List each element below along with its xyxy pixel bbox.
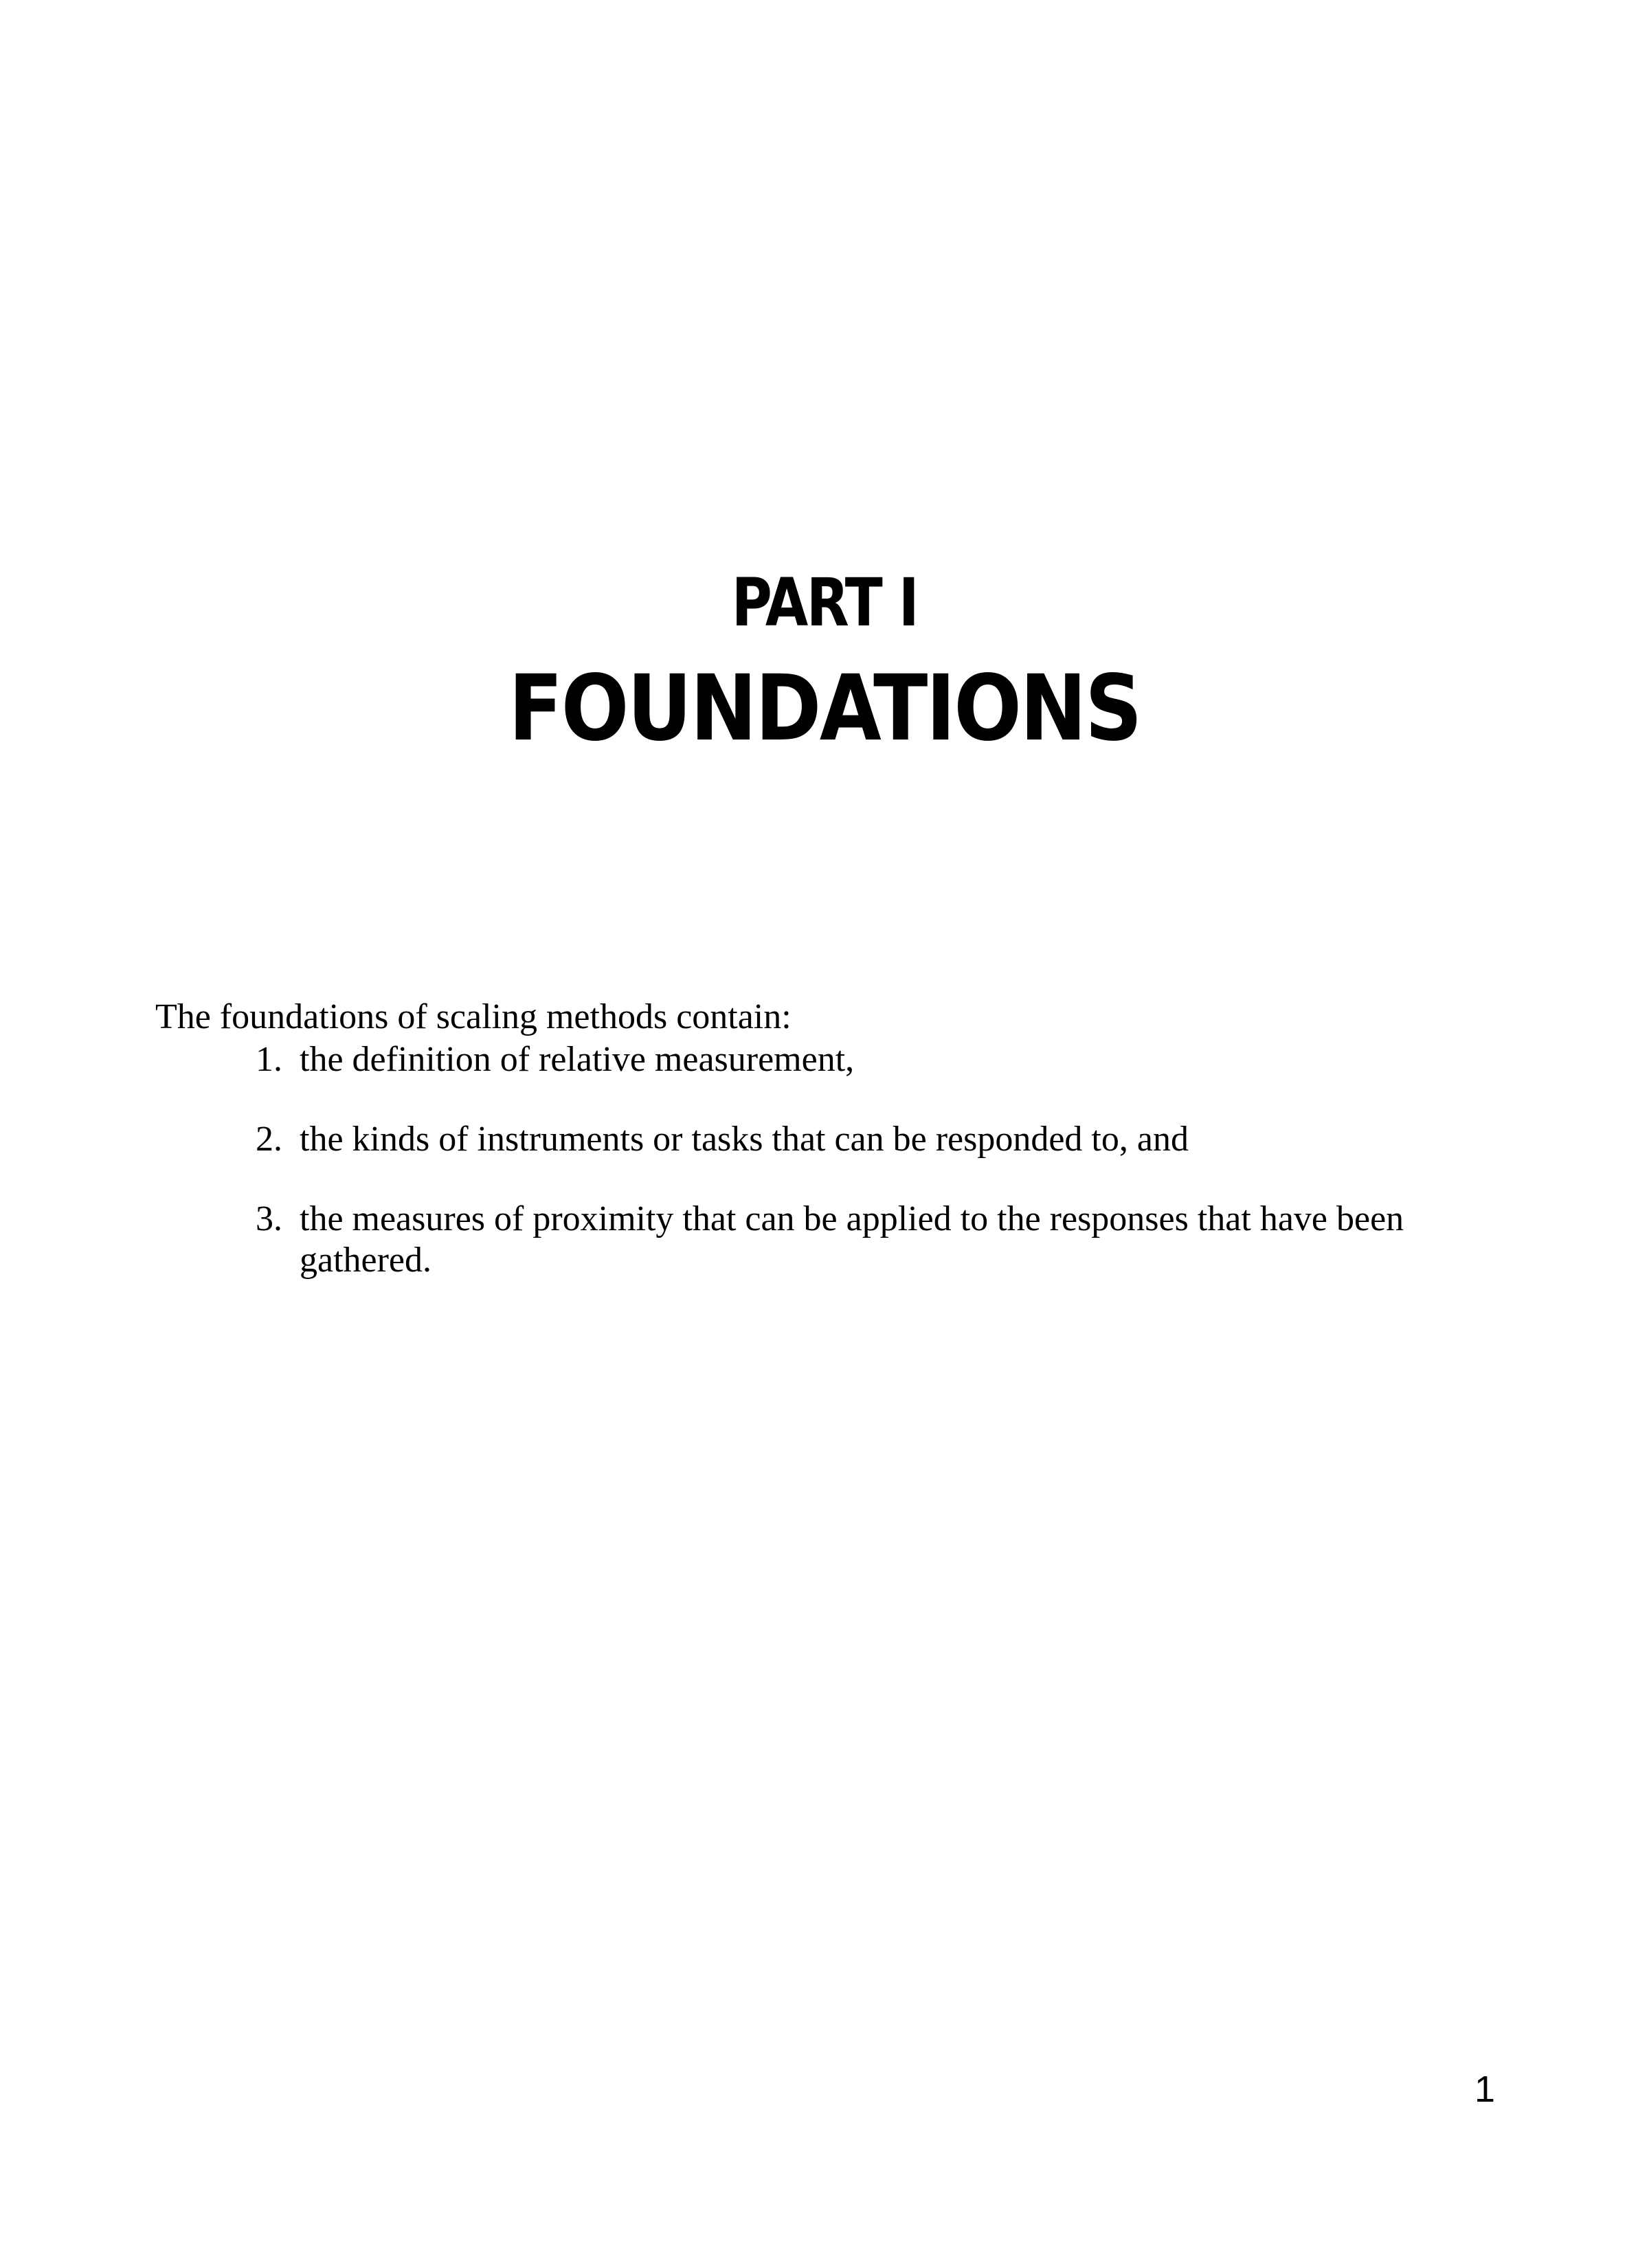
foundations-list [256,1039,1424,1320]
list-item [256,1199,1424,1281]
part-label: PART I [731,564,918,641]
intro-paragraph: The foundations of scaling methods contain: [155,997,792,1036]
list-item [256,1119,1424,1160]
list-item [256,1039,1424,1080]
list-item-number: 1. [256,1040,282,1079]
list-item-number: 2. [256,1120,282,1159]
part-title: FOUNDATIONS [508,656,1141,761]
list-item-text: the kinds of instruments or tasks that can be responded to, and [300,1120,1189,1159]
list-item-text: the definition of relative measurement, [300,1040,855,1079]
page-number: 1 [1474,2069,1496,2110]
list-item-number: 3. [256,1199,282,1238]
list-item-text: the measures of proximity that can be applied to the responses that have been gathered. [300,1199,1404,1280]
